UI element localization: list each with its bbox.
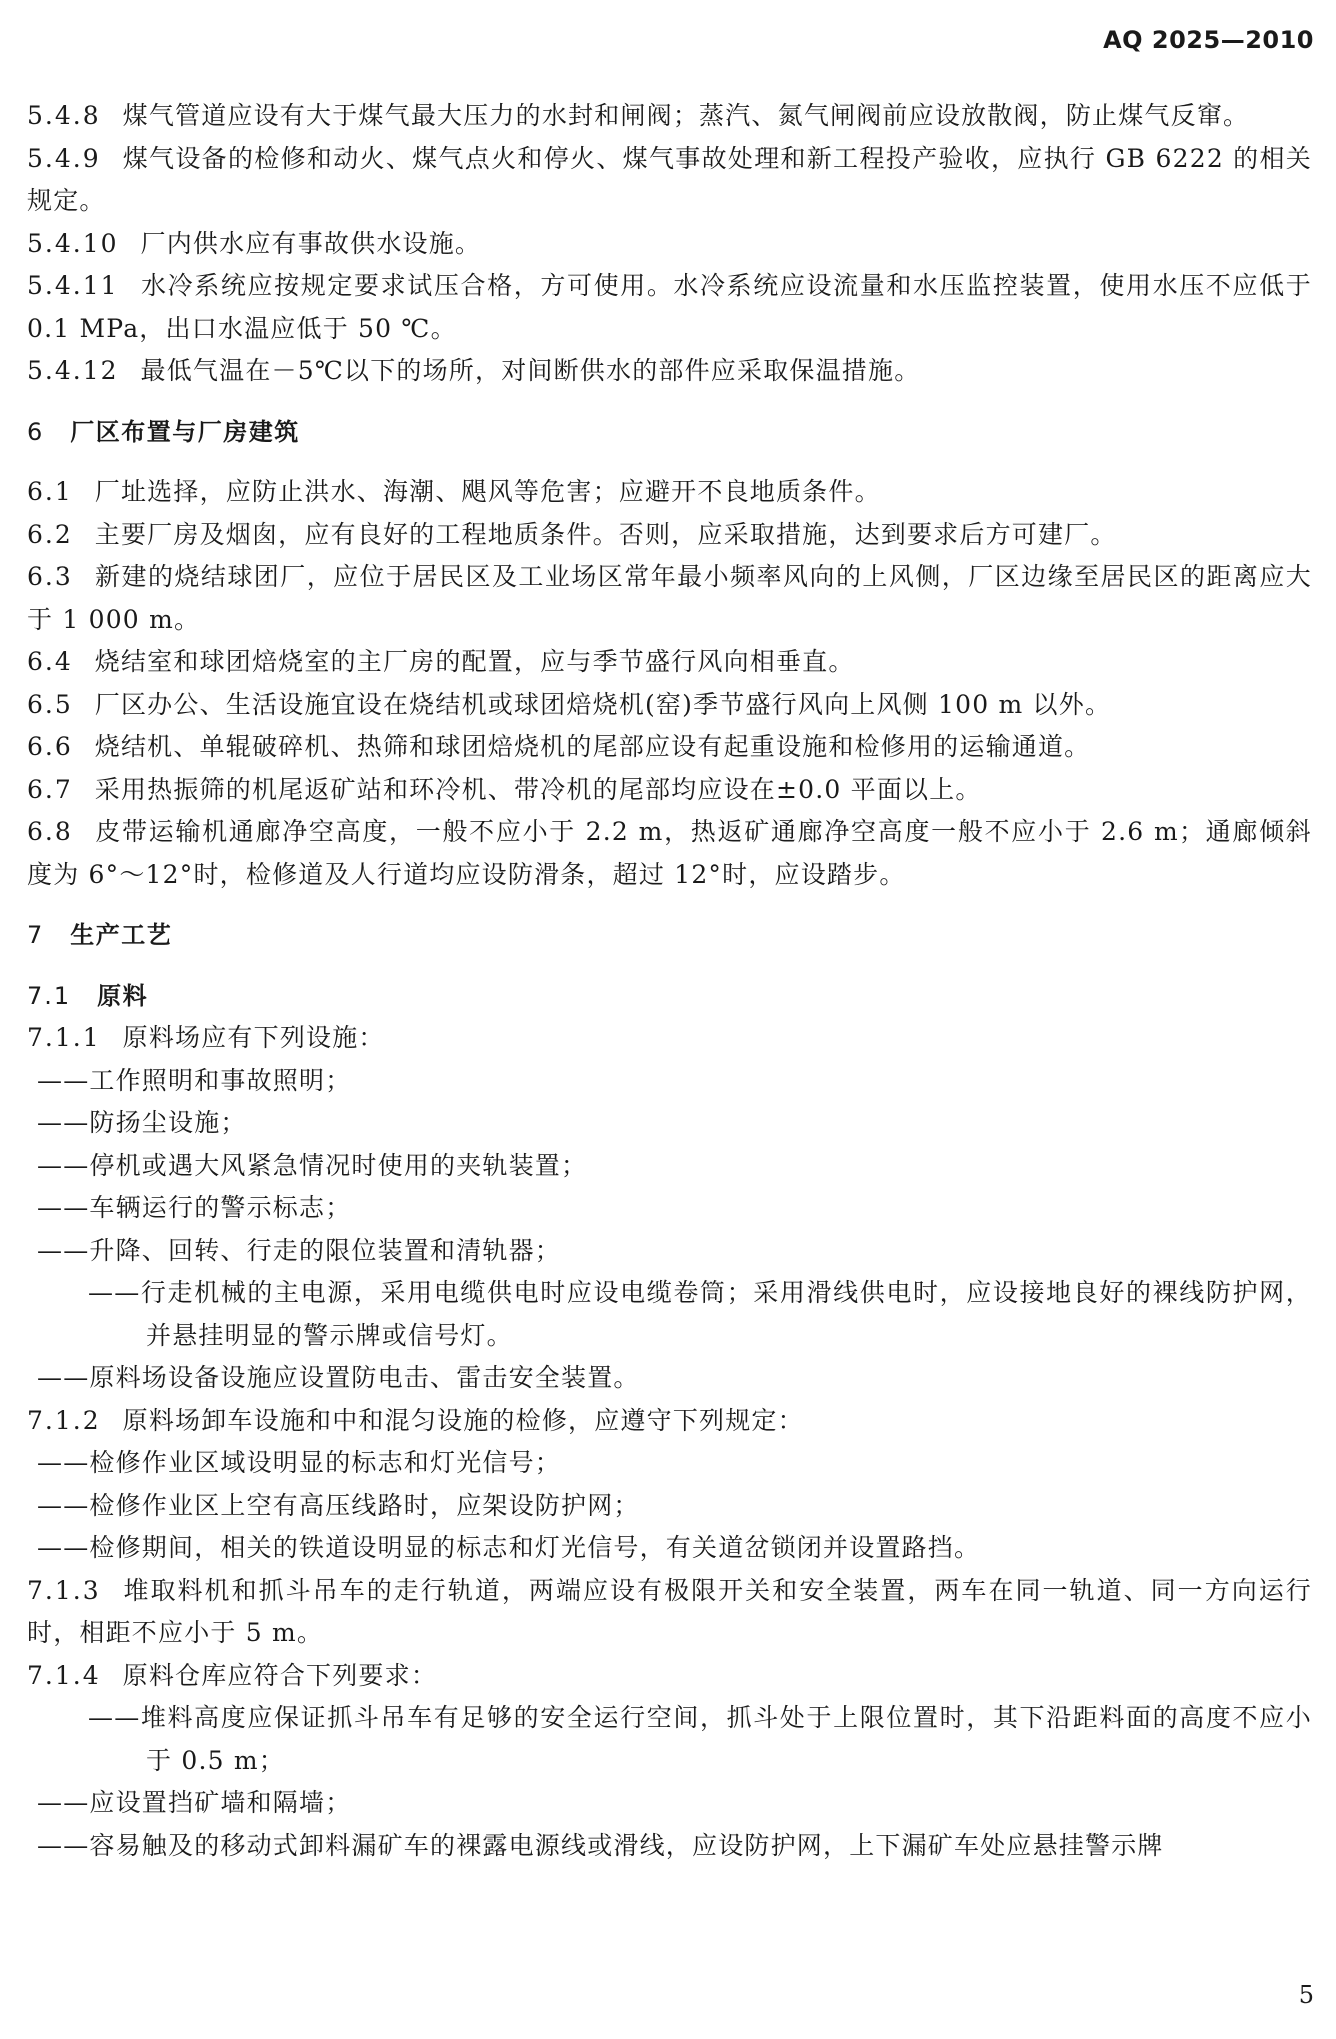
list-item: ——行走机械的主电源，采用电缆供电时应设电缆卷筒；采用滑线供电时，应设接地良好的裸线防护网，并悬挂明显的警示牌或信号灯。 — [88, 1278, 1312, 1350]
clause-5-4-10 — [27, 223, 1312, 266]
clause-6-3 — [27, 556, 1312, 641]
clause-number: 5.4.12 — [27, 356, 119, 385]
subsection-number: 7.1 — [27, 981, 72, 1010]
clause-text: 厂区办公、生活设施宜设在烧结机或球团焙烧机(窑)季节盛行风向上风侧 100 m 以外。 — [94, 689, 1112, 719]
clause-number: 6.5 — [27, 689, 73, 719]
list-item: ——车辆运行的警示标志； — [37, 1193, 352, 1222]
clause-number: 6.6 — [27, 732, 73, 761]
clause-5-4-12 — [27, 350, 1312, 393]
list-item: ——检修作业区域设明显的标志和灯光信号； — [37, 1448, 562, 1477]
clause-6-1 — [27, 471, 1312, 514]
clause-number: 5.4.9 — [27, 143, 101, 173]
subsection-title: 原料 — [97, 981, 149, 1010]
clause-text: 厂内供水应有事故供水设施。 — [140, 228, 482, 258]
section-title: 生产工艺 — [70, 921, 173, 949]
clause-7-1-4 — [27, 1655, 1312, 1698]
clause-5-4-11 — [27, 265, 1312, 350]
list-item: ——检修作业区上空有高压线路时，应架设防护网； — [37, 1490, 640, 1520]
list-item: ——停机或遇大风紧急情况时使用的夹轨装置； — [37, 1150, 588, 1180]
page-content — [27, 95, 1312, 1867]
clause-7-1-1 — [27, 1017, 1312, 1060]
clause-number: 7.1.4 — [27, 1660, 101, 1690]
list-item: ——升降、回转、行走的限位装置和清轨器； — [37, 1235, 562, 1265]
list-item: ——堆料高度应保证抓斗吊车有足够的安全运行空间，抓斗处于上限位置时，其下沿距料面的高度不应小于 0.5 m； — [88, 1703, 1312, 1775]
clause-number: 6.4 — [27, 647, 73, 676]
page-number: 5 — [1298, 1981, 1314, 2009]
clause-number: 6.2 — [27, 519, 73, 549]
section-title: 厂区布置与厂房建筑 — [70, 417, 300, 446]
clause-text: 原料仓库应符合下列要求： — [122, 1660, 438, 1690]
subsection-heading-7-1 — [27, 975, 1312, 1018]
clause-text: 原料场卸车设施和中和混匀设施的检修，应遵守下列规定： — [122, 1405, 804, 1435]
list-item: ——应设置挡矿墙和隔墙； — [37, 1788, 352, 1817]
clause-number: 5.4.8 — [27, 101, 101, 130]
clause-6-7 — [27, 769, 1312, 812]
clause-6-6 — [27, 726, 1312, 769]
list-item: ——原料场设备设施应设置防电击、雷击安全装置。 — [37, 1363, 640, 1392]
list-item: ——工作照明和事故照明； — [37, 1065, 352, 1095]
clause-number: 6.1 — [27, 477, 73, 506]
section-number: 6 — [27, 417, 45, 446]
clause-6-8 — [27, 811, 1312, 896]
clause-number: 6.8 — [27, 817, 73, 846]
section-number: 7 — [27, 921, 45, 949]
clause-6-2 — [27, 514, 1312, 557]
clause-text: 厂址选择，应防止洪水、海潮、飓风等危害；应避开不良地质条件。 — [94, 477, 881, 506]
clause-text: 新建的烧结球团厂，应位于居民区及工业场区常年最小频率风向的上风侧，厂区边缘至居民区的距离应大于 1 000 m。 — [27, 562, 1312, 634]
clause-text: 煤气管道应设有大于煤气最大压力的水封和闸阀；蒸汽、氮气闸阀前应设放散阀，防止煤气反窜。 — [122, 101, 1250, 130]
clause-number: 7.1.3 — [27, 1575, 101, 1605]
clause-text: 烧结室和球团焙烧室的主厂房的配置，应与季节盛行风向相垂直。 — [94, 647, 855, 676]
clause-text: 采用热振筛的机尾返矿站和环冷机、带冷机的尾部均应设在±0.0 平面以上。 — [94, 774, 982, 804]
clause-number: 7.1.1 — [27, 1023, 101, 1052]
clause-6-5 — [27, 684, 1312, 727]
clause-text: 皮带运输机通廊净空高度，一般不应小于 2.2 m，热返矿通廊净空高度一般不应小于 2.6 m；通廊倾斜度为 6°～12°时，检修道及人行道均应设防滑条，超过 12°时，应设踏步。 — [27, 817, 1312, 889]
clause-number: 6.7 — [27, 774, 73, 804]
section-heading-7 — [27, 914, 1312, 957]
clause-number: 6.3 — [27, 562, 73, 591]
clause-7-1-2 — [27, 1400, 1312, 1443]
clause-number: 5.4.11 — [27, 271, 119, 300]
section-heading-6 — [27, 411, 1312, 454]
list-item: ——防扬尘设施； — [37, 1108, 247, 1137]
list-item: ——检修期间，相关的铁道设明显的标志和灯光信号，有关道岔锁闭并设置路挡。 — [37, 1533, 981, 1562]
clause-number: 5.4.10 — [27, 228, 119, 258]
clause-text: 堆取料机和抓斗吊车的走行轨道，两端应设有极限开关和安全装置，两车在同一轨道、同一方向运行时，相距不应小于 5 m。 — [27, 1575, 1312, 1647]
clause-text: 水冷系统应按规定要求试压合格，方可使用。水冷系统应设流量和水压监控装置，使用水压不应低于 0.1 MPa，出口水温应低于 50 ℃。 — [27, 271, 1312, 343]
clause-7-1-3 — [27, 1570, 1312, 1655]
clause-text: 主要厂房及烟囱，应有良好的工程地质条件。否则，应采取措施，达到要求后方可建厂。 — [94, 519, 1117, 549]
clause-5-4-9 — [27, 138, 1312, 223]
clause-6-4 — [27, 641, 1312, 684]
standard-code: AQ 2025—2010 — [1103, 26, 1314, 54]
clause-text: 烧结机、单辊破碎机、热筛和球团焙烧机的尾部应设有起重设施和检修用的运输通道。 — [94, 732, 1091, 761]
clause-text: 原料场应有下列设施： — [122, 1023, 385, 1052]
clause-5-4-8 — [27, 95, 1312, 138]
clause-text: 煤气设备的检修和动火、煤气点火和停火、煤气事故处理和新工程投产验收，应执行 GB 6222 的相关规定。 — [27, 143, 1312, 215]
clause-number: 7.1.2 — [27, 1405, 101, 1435]
clause-text: 最低气温在－5℃以下的场所，对间断供水的部件应采取保温措施。 — [140, 356, 921, 385]
list-item: ——容易触及的移动式卸料漏矿车的裸露电源线或滑线，应设防护网，上下漏矿车处应悬挂警示牌 — [37, 1830, 1164, 1860]
